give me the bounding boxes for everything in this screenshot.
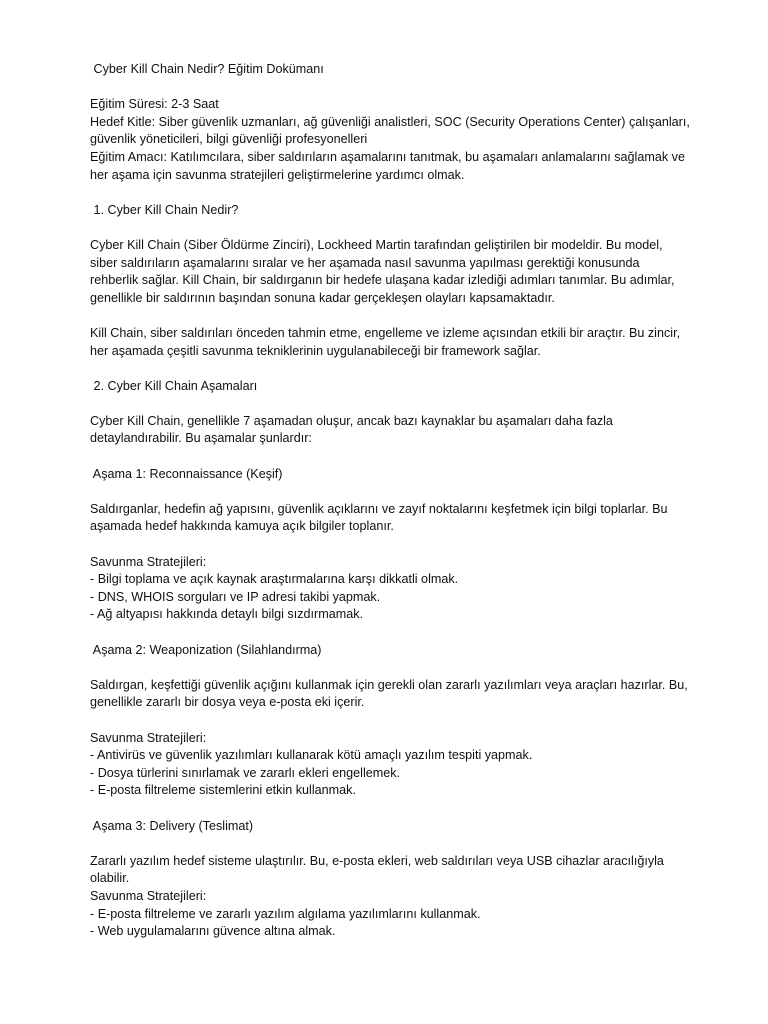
phase-heading: Aşama 1: Reconnaissance (Keşif) <box>90 466 283 481</box>
section-heading: 2. Cyber Kill Chain Aşamaları <box>90 378 258 393</box>
section-heading: 1. Cyber Kill Chain Nedir? <box>90 202 239 217</box>
training-purpose: Eğitim Amacı: Katılımcılara, siber saldırıların aşamalarını tanıtmak, bu aşamaları anlamalarını sağlamak ve her aşama için savunma stratejileri geliştirmelerine yardımcı olmak. <box>90 149 689 182</box>
document-title: Cyber Kill Chain Nedir? Eğitim Dokümanı <box>90 62 324 76</box>
phase-description: Zararlı yazılım hedef sisteme ulaştırılır. Bu, e-posta ekleri, web saldırıları veya USB cihazlar aracılığıyla olabilir. <box>90 853 668 886</box>
paragraph: Cyber Kill Chain (Siber Öldürme Zinciri), Lockheed Martin tarafından geliştirilen bir modeldir. Bu model, siber saldırıların aşamalarını sıralar ve her aşamada nasıl savunma yapılması gerektiği konusunda rehberlik sağlar. Kill Chain, bir saldırganın bir hedefe ulaşana kadar izlediği adımları tanımlar. Bu adımlar, genellikle bir saldırının başından sonuna kadar gerçekleşen olayları kapsamaktadır. <box>90 237 679 305</box>
phase-heading: Aşama 3: Delivery (Teslimat) <box>90 818 254 833</box>
training-duration: Eğitim Süresi: 2-3 Saat <box>90 97 219 112</box>
document-body <box>90 61 694 941</box>
strategies-label: Savunma Stratejileri: <box>90 554 207 569</box>
strategies-label: Savunma Stratejileri: <box>90 730 207 745</box>
strategy-item: - Web uygulamalarını güvence altına almak. <box>90 924 336 939</box>
paragraph: Cyber Kill Chain, genellikle 7 aşamadan oluşur, ancak bazı kaynaklar bu aşamaları daha fazla detaylandırabilir. Bu aşamalar şunlardır: <box>90 413 617 446</box>
strategy-item: - DNS, WHOIS sorguları ve IP adresi takibi yapmak. <box>90 589 381 604</box>
strategy-item: - Bilgi toplama ve açık kaynak araştırmalarına karşı dikkatli olmak. <box>90 572 459 587</box>
strategy-item: - E-posta filtreleme sistemlerini etkin kullanmak. <box>90 783 356 798</box>
phase-description: Saldırganlar, hedefin ağ yapısını, güvenlik açıklarını ve zayıf noktalarını keşfetmek için bilgi toplarlar. Bu aşamada hedef hakkında kamuya açık bilgiler toplanır. <box>90 501 672 534</box>
target-audience: Hedef Kitle: Siber güvenlik uzmanları, ağ güvenliği analistleri, SOC (Security Operations Center) çalışanları, güvenlik yöneticileri, bilgi güvenliği profesyonelleri <box>90 114 694 147</box>
phase-heading: Aşama 2: Weaponization (Silahlandırma) <box>90 642 322 657</box>
phase-description: Saldırgan, keşfettiği güvenlik açığını kullanmak için gerekli olan zararlı yazılımları veya araçları hazırlar. Bu, genellikle zararlı bir dosya veya e-posta eki içerir. <box>90 677 692 710</box>
strategy-item: - Dosya türlerini sınırlamak ve zararlı ekleri engellemek. <box>90 765 401 780</box>
paragraph: Kill Chain, siber saldırıları önceden tahmin etme, engelleme ve izleme açısından etkili bir araçtır. Bu zincir, her aşamada çeşitli savunma tekniklerinin uygulanabileceği bir framework sağlar. <box>90 325 684 358</box>
strategy-item: - Antivirüs ve güvenlik yazılımları kullanarak kötü amaçlı yazılım tespiti yapmak. <box>90 748 533 763</box>
strategy-item: - E-posta filtreleme ve zararlı yazılım algılama yazılımlarını kullanmak. <box>90 906 481 921</box>
strategies-label: Savunma Stratejileri: <box>90 888 207 903</box>
strategy-item: - Ağ altyapısı hakkında detaylı bilgi sızdırmamak. <box>90 607 363 622</box>
